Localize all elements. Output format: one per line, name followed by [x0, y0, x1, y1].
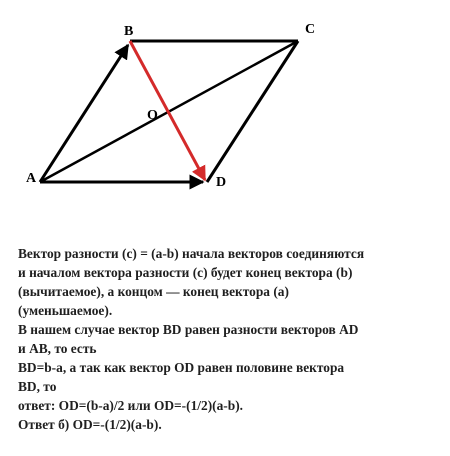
solution-line: Вектор разности (c) = (a-b) начала векторов соединяются — [18, 246, 365, 261]
side-cd — [207, 41, 298, 182]
point-label-o: O — [147, 108, 158, 123]
point-label-b: B — [124, 24, 134, 39]
point-label-a: A — [26, 171, 37, 186]
point-label-c: C — [305, 22, 316, 37]
solution-line: ответ: OD=(b-a)/2 или OD=-(1/2)(a-b). — [18, 398, 244, 413]
solution-line: BD, то — [18, 379, 57, 394]
vector-bd — [130, 41, 205, 180]
solution-text — [18, 244, 443, 434]
point-label-d: D — [216, 175, 227, 190]
solution-line: (уменьшаемое). — [18, 303, 113, 318]
solution-line: BD=b-a, а так как вектор OD равен половине вектора — [18, 360, 345, 375]
vector-ab — [40, 45, 128, 182]
solution-line: и началом вектора разности (с) будет конец вектора (b) — [18, 265, 353, 280]
solution-line: и AB, то есть — [18, 341, 97, 356]
solution-line: Ответ б) OD=-(1/2)(a-b). — [18, 417, 162, 432]
solution-line: (вычитаемое), а концом — конец вектора (а) — [18, 284, 289, 299]
solution-line: В нашем случае вектор BD равен разности векторов AD — [18, 322, 359, 337]
